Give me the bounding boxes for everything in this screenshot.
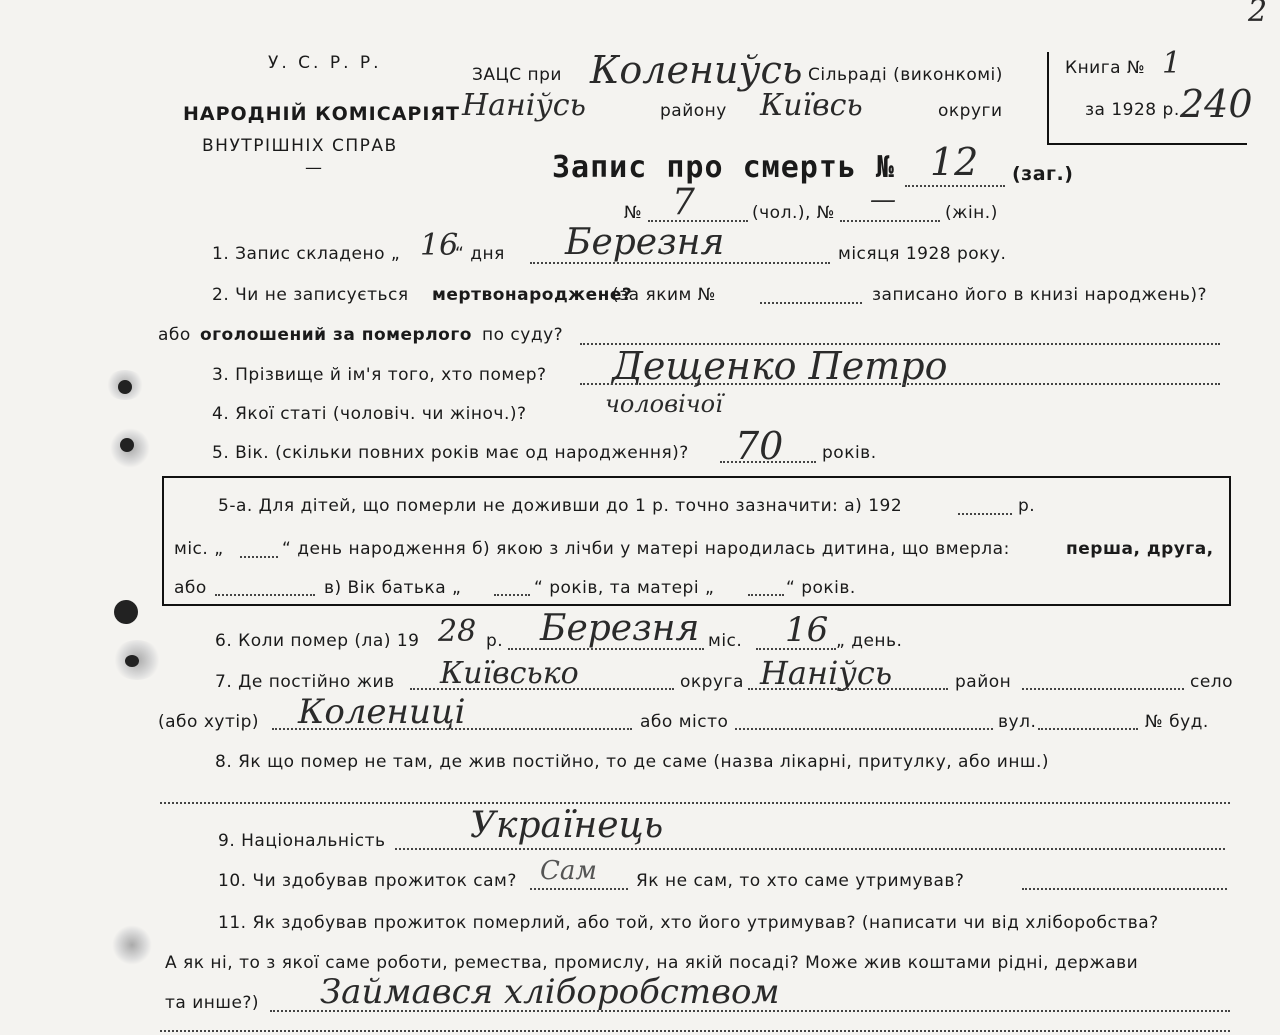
item7-raion-line: [748, 688, 948, 690]
item10-label: 10. Чи здобував прожиток сам?: [218, 871, 517, 891]
page-bottom-line: [160, 1030, 1230, 1032]
item10-self-handwritten: Сам: [540, 856, 597, 886]
item5-age-handwritten: 70: [735, 424, 784, 468]
item4-sex-handwritten: чоловічої: [605, 390, 723, 418]
header-commissariat: НАРОДНІЙ КОМІСАРІЯТ: [183, 103, 460, 125]
item5a-year-line: [958, 513, 1012, 515]
item1-label: 1. Запис складено „: [212, 244, 401, 264]
item10-line: [1022, 888, 1227, 890]
corner-mark: 2: [1248, 0, 1268, 29]
year-label: за 1928 р.: [1085, 100, 1180, 120]
okrug-handwritten: Київсь: [760, 88, 863, 123]
item3-name-line: [580, 383, 1220, 385]
item5a-mother-line: [748, 594, 784, 596]
item2-recorded: записано його в книзі народжень)?: [872, 285, 1208, 305]
male-number-handwritten: 7: [672, 182, 695, 223]
item5a-years: “ років.: [786, 578, 856, 598]
binding-hole: [118, 380, 132, 394]
item6-year-suffix: р.: [486, 631, 504, 651]
header-ussr: У. С. Р. Р.: [268, 53, 382, 73]
item5-label: 5. Вік. (скільки повних років має од народження)?: [212, 443, 689, 463]
no-label: №: [624, 203, 643, 223]
item11-line: [270, 1010, 1230, 1012]
header-dash: —: [305, 158, 323, 178]
item5-years: років.: [822, 443, 877, 463]
item10-who-supported: Як не сам, то хто саме утримував?: [636, 871, 965, 891]
item7-raion-label: район: [955, 672, 1012, 692]
binding-hole: [114, 600, 138, 624]
item7-okrug-label: округа: [680, 672, 744, 692]
item5a-or: або: [174, 578, 207, 598]
item2-label: 2. Чи не записується: [212, 285, 409, 305]
item6-month-handwritten: Березня: [540, 608, 700, 649]
item7-raion-handwritten: Наніўсь: [760, 654, 893, 692]
female-number-line: [840, 220, 940, 222]
item6-day-suffix: „ день.: [836, 631, 903, 651]
item6-day-handwritten: 16: [785, 610, 829, 650]
item8-label: 8. Як що помер не там, де жив постійно, то де саме (назва лікарні, притулку, або инш.): [215, 752, 1050, 772]
item5a-line2: “ день народження б) якою з лічби у матері народилась дитина, що вмерла:: [282, 539, 1010, 559]
item5a-month-line: [240, 556, 278, 558]
item6-year-handwritten: 28: [438, 614, 477, 649]
zags-village-handwritten: Колениўсь: [590, 48, 803, 92]
item6-month-suffix: міс.: [708, 631, 743, 651]
book-box-left-rule: [1047, 52, 1049, 144]
item6-month-line: [508, 648, 704, 650]
item5a-or-line: [215, 594, 315, 596]
binding-smudge: [112, 925, 152, 965]
item10-self-line: [530, 888, 628, 890]
item5-age-line: [720, 461, 816, 463]
item1-day-suffix: “ дня: [455, 244, 505, 264]
item8-line: [160, 802, 1230, 804]
item7-street-line: [1038, 728, 1138, 730]
item5a-birth-order: перша, друга,: [1066, 539, 1214, 559]
book-label: Книга №: [1065, 58, 1146, 78]
item2-by-court: по суду?: [482, 325, 564, 345]
item7-okrug-line: [410, 688, 674, 690]
item7-okrug-handwritten: Київсько: [440, 656, 579, 691]
item7-label: 7. Де постійно жив: [215, 672, 395, 692]
item7-khutir-label: (або хутір): [158, 712, 260, 732]
item5a-father-age: в) Вік батька „: [324, 578, 462, 598]
item11-occupation-handwritten: Займався хліборобством: [320, 972, 780, 1012]
item2-number-line: [760, 302, 862, 304]
item9-line: [395, 848, 1225, 850]
book-box-bottom-rule: [1047, 143, 1247, 145]
okrugy-label: округи: [938, 101, 1003, 121]
item9-nationality-handwritten: Українець: [470, 805, 664, 846]
item7-house-label: № буд.: [1145, 712, 1209, 732]
item5a-father-line: [494, 594, 530, 596]
item7-street-label: вул.: [998, 712, 1037, 732]
item11-line1: 11. Як здобував прожиток померлий, або той, хто його утримував? (написати чи від хліборобства?: [218, 913, 1159, 933]
item1-month-handwritten: Березня: [565, 222, 725, 263]
item7-selo-label: село: [1190, 672, 1234, 692]
raion-handwritten: Наніўсь: [462, 88, 586, 123]
record-title: Запис про смерть №: [552, 150, 896, 185]
item2-by-number: (за яким №: [612, 285, 716, 305]
item2-declared-dead: оголошений за померлого: [200, 325, 472, 345]
item5a-mother-age: “ років, та матері „: [534, 578, 715, 598]
male-label: (чол.), №: [752, 203, 835, 223]
item4-label: 4. Якої статі (чоловіч. чи жіноч.)?: [212, 404, 527, 424]
record-number-line: [905, 185, 1005, 187]
zags-prefix: ЗАЦС при: [472, 65, 562, 85]
header-internal-affairs: ВНУТРІШНІХ СПРАВ: [202, 136, 398, 156]
item3-name-handwritten: Дещенко Петро: [612, 344, 948, 388]
item9-label: 9. Національність: [218, 831, 386, 851]
female-label: (жін.): [945, 203, 998, 223]
year-number-handwritten: 240: [1180, 82, 1253, 126]
item7-selo-line: [1022, 688, 1184, 690]
item1-suffix: місяця 1928 року.: [838, 244, 1007, 264]
female-number-handwritten: —: [870, 185, 896, 215]
book-number-handwritten: 1: [1162, 46, 1182, 81]
item7-city-line: [735, 728, 993, 730]
item1-month-line: [530, 262, 830, 264]
item11-line2: А як ні, то з якої саме роботи, ремества, промислу, на якій посаді? Може жив коштами рідні, держави: [165, 953, 1139, 973]
item2-stillborn: мертвонароджене?: [432, 285, 633, 305]
item3-label: 3. Прізвище й ім'я того, хто помер?: [212, 365, 547, 385]
record-suffix: (заг.): [1012, 163, 1074, 185]
binding-hole: [125, 655, 139, 667]
item7-village-handwritten: Колениці: [298, 692, 466, 732]
item11-line3: та инше?): [165, 993, 260, 1013]
silradi-label: Сільраді (виконкомі): [808, 65, 1003, 85]
item2-or: або: [158, 325, 191, 345]
item6-day-line: [756, 648, 836, 650]
item5a-month: міс. „: [174, 539, 224, 559]
record-number-handwritten: 12: [930, 140, 979, 184]
item5a-year-suffix: р.: [1018, 496, 1036, 516]
item1-day-handwritten: 16: [420, 228, 459, 263]
raionu-label: району: [660, 101, 727, 121]
binding-hole: [120, 438, 134, 452]
item6-label: 6. Коли помер (ла) 19: [215, 631, 420, 651]
item7-village-line: [272, 728, 632, 730]
item5a-line1: 5-а. Для дітей, що померли не доживши до 1 р. точно зазначити: а) 192: [218, 496, 903, 516]
item7-city-label: або місто: [640, 712, 729, 732]
